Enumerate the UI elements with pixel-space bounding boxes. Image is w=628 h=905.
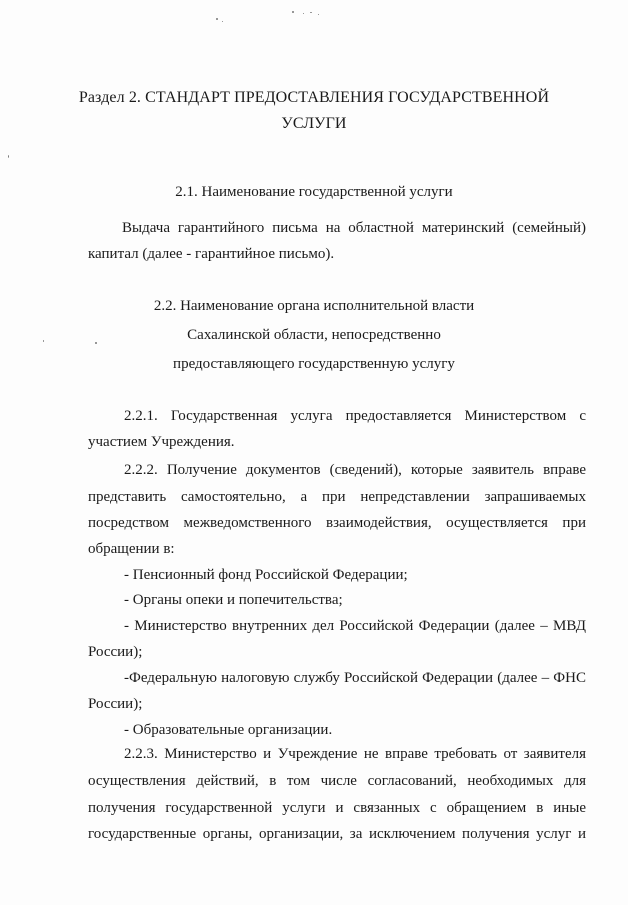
paragraph-222-line3: посредством межведомственного взаимодействия, осуществляется при (88, 515, 586, 531)
scan-speck (303, 13, 304, 14)
paragraph-223-line1: 2.2.3. Министерство и Учреждение не вправе требовать от заявителя (124, 746, 586, 762)
paragraph-21-line1: Выдача гарантийного письма на областной материнский (семейный) (122, 220, 586, 236)
list-item-pension-fund: - Пенсионный фонд Российской Федерации; (124, 567, 408, 583)
paragraph-221-line1: 2.2.1. Государственная услуга предоставляется Министерством с (124, 408, 586, 424)
subsection-21-heading: 2.1. Наименование государственной услуги (175, 184, 453, 200)
scan-speck (8, 155, 9, 158)
section-title-line1: Раздел 2. СТАНДАРТ ПРЕДОСТАВЛЕНИЯ ГОСУДАРСТВЕННОЙ (78, 89, 550, 106)
paragraph-223-line2: осуществления действий, в том числе согласований, необходимых для (88, 773, 586, 789)
subsection-22-heading-line3: предоставляющего государственную услугу (173, 356, 455, 372)
paragraph-222-line1: 2.2.2. Получение документов (сведений), которые заявитель вправе (124, 462, 586, 478)
list-item-mvd-line1: - Министерство внутренних дел Российской Федерации (далее – МВД (124, 618, 586, 634)
list-item-mvd-line2: России); (88, 644, 143, 660)
scan-speck (292, 11, 294, 13)
paragraph-21-line2: капитал (далее - гарантийное письмо). (88, 246, 335, 262)
list-item-fns-line1: -Федеральную налоговую службу Российской Федерации (далее – ФНС (124, 670, 586, 686)
scan-speck (222, 21, 223, 22)
list-item-education: - Образовательные организации. (124, 722, 333, 738)
scan-speck (216, 18, 218, 20)
paragraph-223-line3: получения государственной услуги и связанных с обращением в иные (88, 800, 586, 816)
list-item-guardianship: - Органы опеки и попечительства; (124, 592, 343, 608)
subsection-22-heading-line1: 2.2. Наименование органа исполнительной власти (153, 298, 475, 314)
scan-speck (318, 14, 319, 15)
subsection-22-heading-line2: Сахалинской области, непосредственно (187, 327, 441, 343)
scan-speck (310, 12, 312, 13)
paragraph-221-line2: участием Учреждения. (88, 434, 235, 450)
list-item-fns-line2: России); (88, 696, 143, 712)
section-title-line2: УСЛУГИ (281, 115, 347, 132)
paragraph-223-line4: государственные органы, организации, за исключением получения услуг и (88, 826, 586, 842)
paragraph-222-line4: обращении в: (88, 541, 175, 557)
paragraph-222-line2: представить самостоятельно, а при непредставлении запрашиваемых (88, 489, 586, 505)
